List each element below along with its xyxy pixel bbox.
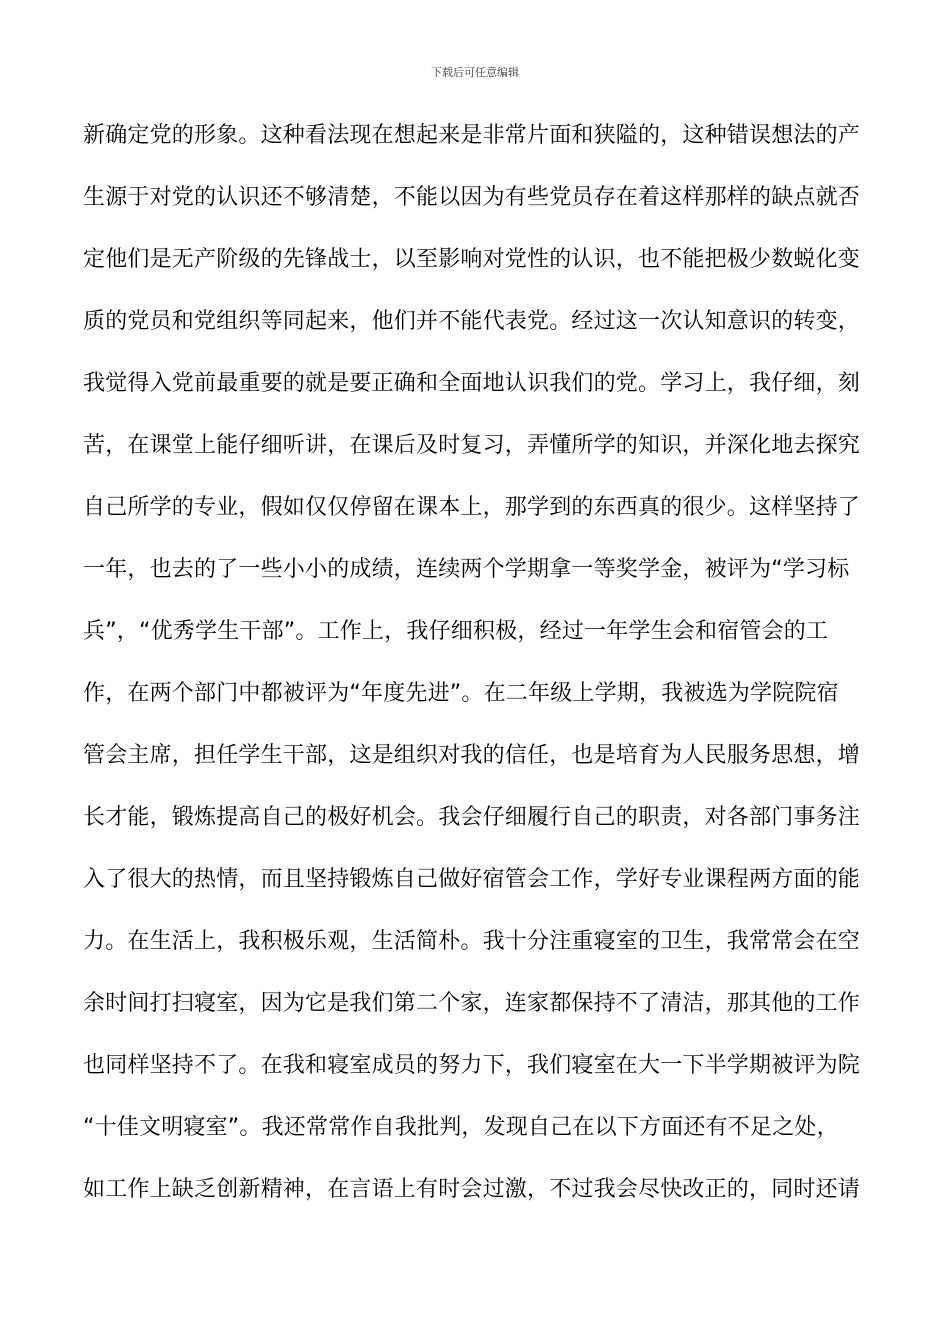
- text-line: 管会主席，担任学生干部，这是组织对我的信任，也是培育为人民服务思想，增: [83, 743, 861, 768]
- text-line: 定他们是无产阶级的先锋战士，以至影响对党性的认识，也不能把极少数蜕化变: [83, 247, 861, 272]
- page-header: 下载后可任意编辑: [431, 66, 519, 79]
- text-line: 如工作上缺乏创新精神，在言语上有时会过激，不过我会尽快改正的，同时还请: [83, 1177, 861, 1202]
- text-line: 也同样坚持不了。在我和寝室成员的努力下，我们寝室在大一下半学期被评为院: [83, 1053, 861, 1078]
- text-line: 质的党员和党组织等同起来，他们并不能代表党。经过这一次认知意识的转变，: [83, 309, 861, 334]
- text-line: 生源于对党的认识还不够清楚，不能以因为有些党员存在着这样那样的缺点就否: [83, 185, 861, 210]
- text-line: 我觉得入党前最重要的就是要正确和全面地认识我们的党。学习上，我仔细，刻: [83, 371, 861, 396]
- text-line: 一年，也去的了一些小小的成绩，连续两个学期拿一等奖学金，被评为“学习标: [83, 557, 850, 582]
- text-line: 自己所学的专业，假如仅仅停留在课本上，那学到的东西真的很少。这样坚持了: [83, 495, 861, 520]
- text-line: 兵”，“优秀学生干部”。工作上，我仔细积极，经过一年学生会和宿管会的工: [83, 619, 829, 644]
- text-line: 苦，在课堂上能仔细听讲，在课后及时复习，弄懂所学的知识，并深化地去探究: [83, 433, 861, 458]
- text-line: “十佳文明寝室”。我还常常作自我批判，发现自己在以下方面还有不足之处，: [83, 1115, 839, 1140]
- text-line: 作，在两个部门中都被评为“年度先进”。在二年级上学期，我被选为学院院宿: [83, 681, 839, 706]
- text-line: 余时间打扫寝室，因为它是我们第二个家，连家都保持不了清洁，那其他的工作: [83, 991, 861, 1016]
- text-line: 力。在生活上，我积极乐观，生活简朴。我十分注重寝室的卫生，我常常会在空: [83, 929, 861, 954]
- text-line: 新确定党的形象。这种看法现在想起来是非常片面和狭隘的，这种错误想法的产: [83, 123, 861, 148]
- body-text: [83, 116, 873, 1232]
- text-line: 长才能，锻炼提高自己的极好机会。我会仔细履行自己的职责，对各部门事务注: [83, 805, 861, 830]
- text-line: 入了很大的热情，而且坚持锻炼自己做好宿管会工作，学好专业课程两方面的能: [83, 867, 861, 892]
